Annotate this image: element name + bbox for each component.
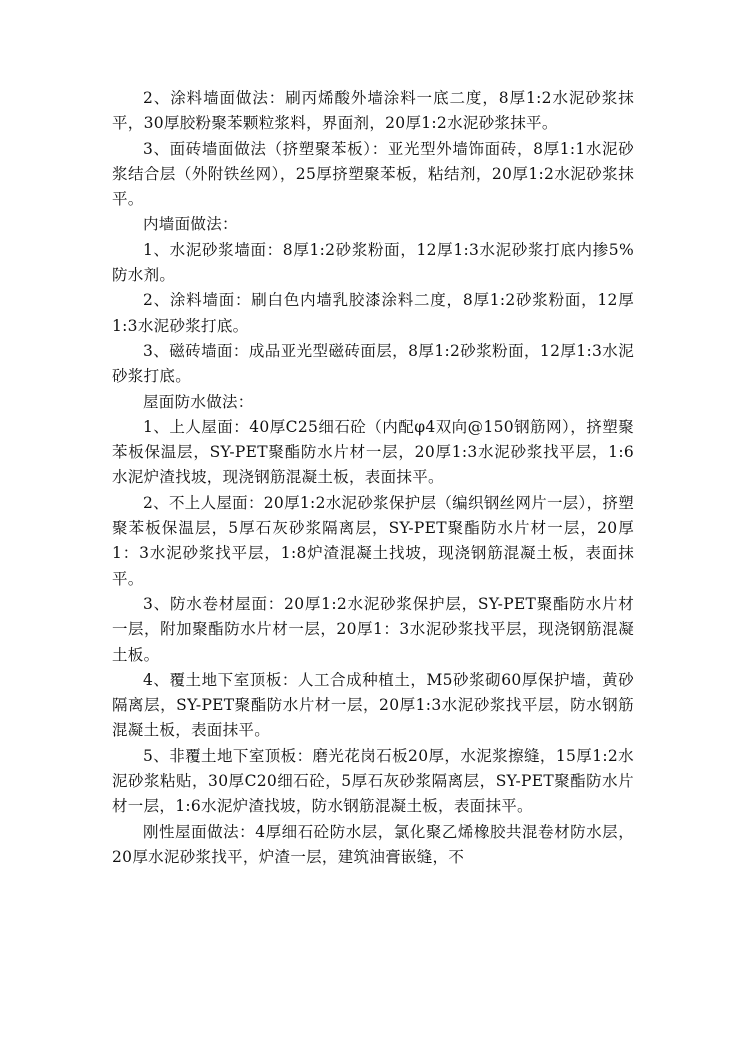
paragraph-accessible-roof: 1、上人屋面：40厚C25细石砼（内配φ4双向@150钢筋网），挤塑聚苯板保温层，SY-PET聚酯防水片材一层，20厚1:3水泥砂浆找平层，1:6水泥炉渣找坡，现浇钢筋混凝土板，表面抹平。 (112, 417, 634, 487)
heading-interior-wall: 内墙面做法： (143, 215, 238, 234)
paragraph-soil-covered-basement-roof: 4、覆土地下室顶板：人工合成种植土，M5砂浆砌60厚保护墙，黄砂隔离层，SY-PET聚酯防水片材一层，20厚1:3水泥砂浆找平层，防水钢筋混凝土板，表面抹平。 (112, 670, 634, 740)
paragraph-membrane-roof: 3、防水卷材屋面：20厚1:2水泥砂浆保护层，SY-PET聚酯防水片材一层，附加聚酯防水片材一层，20厚1：3水泥砂浆找平层，现浇钢筋混凝土板。 (112, 594, 634, 664)
document-body (112, 86, 634, 870)
paragraph-interior-cement-mortar: 1、水泥砂浆墙面：8厚1:2砂浆粉面，12厚1:3水泥砂浆打底内掺5%防水剂。 (112, 240, 634, 285)
paragraph-uncovered-basement-roof: 5、非覆土地下室顶板：磨光花岗石板20厚，水泥浆擦缝，15厚1:2水泥砂浆粘贴，30厚C20细石砼，5厚石灰砂浆隔离层，SY-PET聚酯防水片材一层，1:6水泥炉渣找坡，防水钢筋混凝土板，表面抹平。 (112, 746, 634, 816)
paragraph-rigid-roof: 刚性屋面做法：4厚细石砼防水层，氯化聚乙烯橡胶共混卷材防水层，20厚水泥砂浆找平，炉渣一层，建筑油膏嵌缝，不 (112, 822, 634, 866)
paragraph-exterior-wall-tile: 3、面砖墙面做法（挤塑聚苯板）：亚光型外墙饰面砖，8厚1:1水泥砂浆结合层（外附铁丝网），25厚挤塑聚苯板，粘结剂，20厚1:2水泥砂浆抹平。 (112, 139, 634, 209)
paragraph-interior-coating: 2、涂料墙面：刷白色内墙乳胶漆涂料二度，8厚1:2砂浆粉面，12厚1:3水泥砂浆打底。 (112, 291, 634, 335)
heading-roof-waterproofing: 屋面防水做法： (143, 392, 254, 411)
paragraph-interior-ceramic-tile: 3、磁砖墙面：成品亚光型磁砖面层，8厚1:2砂浆粉面，12厚1:3水泥砂浆打底。 (112, 341, 634, 386)
paragraph-exterior-wall-coating: 2、涂料墙面做法：刷丙烯酸外墙涂料一底二度，8厚1:2水泥砂浆抹平，30厚胶粉聚苯颗粒浆料，界面剂，20厚1:2水泥砂浆抹平。 (112, 89, 634, 133)
paragraph-non-accessible-roof: 2、不上人屋面：20厚1:2水泥砂浆保护层（编织钢丝网片一层），挤塑聚苯板保温层，5厚石灰砂浆隔离层，SY-PET聚酯防水片材一层，20厚1：3水泥砂浆找平层，1:8炉渣混凝土找坡，现浇钢筋混凝土板，表面抹平。 (112, 493, 634, 588)
